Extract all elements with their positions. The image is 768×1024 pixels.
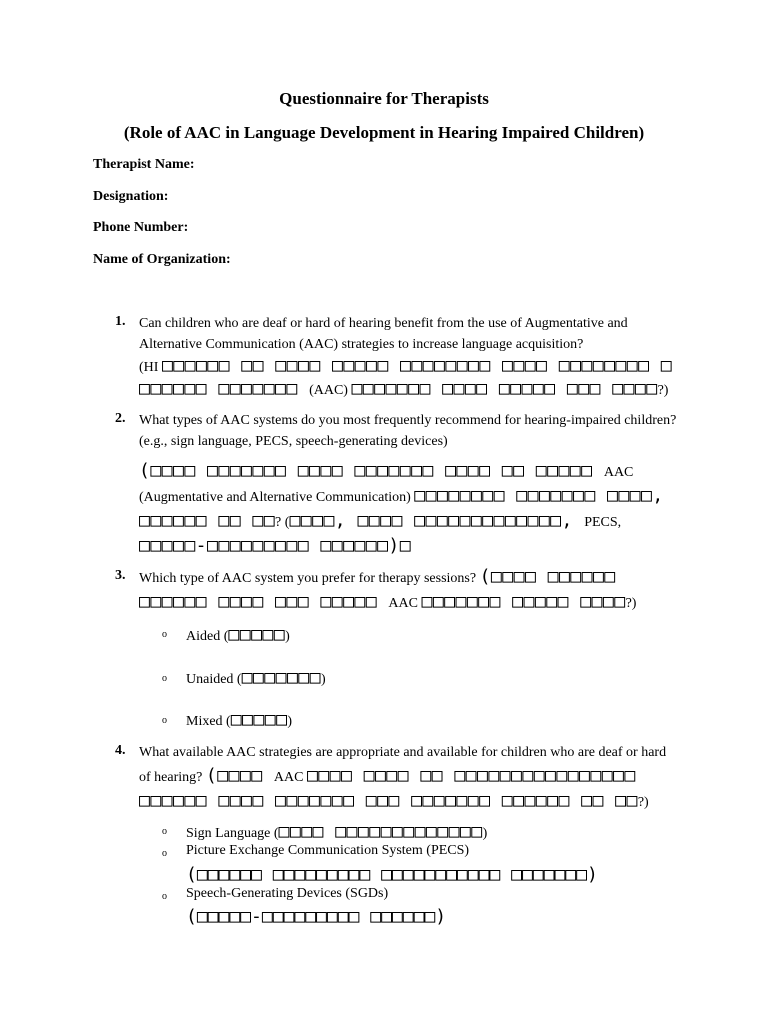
option-translation: □□□□□□□ [241,667,321,688]
question-translation: □□□□ □□□□ □□ □□□□□□□□□□□□□□□□ □□□□□□ □□□□ □□□□□□□ □□□ □□□□□□□ □□□□□□ □□ □□ [139,765,638,811]
option-label: Sign Language ( [186,826,279,841]
option-pecs: Picture Exchange Communication System (PECS) [186,843,470,858]
option-mixed [186,709,292,730]
question-translation: (□□□□ □□□□□□ □□□□□□ □□□□ □□□ □□□□□ [139,566,616,612]
question-translation-term: PECS, [584,515,622,530]
question-text: Can children who are deaf or hard of hearing benefit from the use of Augmentative and Alternative Communication (AAC) strategies to increase language acquisition? [139,316,628,352]
field-organization: Name of Organization: [93,252,231,267]
question-text: Which type of AAC system you prefer for therapy sessions? [139,571,480,586]
question-translation-term: AAC (Augmentative and Alternative Communication) [139,465,634,505]
option-label: Aided ( [186,629,229,644]
option-unaided [186,667,326,688]
question-text: What available AAC strategies are appropriate and available for children who are deaf or hard of hearing? [139,745,667,785]
question-translation: □□□□□□□ □□□□□ □□□□ [421,591,626,612]
option-close: ) [287,714,293,729]
field-phone-number: Phone Number: [93,220,189,235]
bullet-marker: o [162,891,167,902]
option-sgd-translation: (□□□□□-□□□□□□□□□ □□□□□□) [186,906,447,927]
bullet-marker: o [162,715,167,726]
question-translation-prefix: (HI [139,360,162,375]
question-translation-term: ? ( [275,515,290,530]
question-translation: (□□□□ □□□□□□□ □□□□ □□□□□□□ □□□□ □□ □□□□□ [139,460,604,481]
option-sgd: Speech-Generating Devices (SGDs) [186,886,389,901]
question-text: What types of AAC systems do you most frequently recommend for hearing-impaired children? (e.g., sign language, PECS, speech-generating devices) [139,413,677,449]
question-translation-term: AAC [273,770,307,785]
field-designation: Designation: [93,189,169,204]
option-translation: □□□□ □□□□□□□□□□□□□ [278,821,483,842]
document-title: Questionnaire for Therapists [279,89,489,108]
question-translation: □□□□□□ □□ □□□□ □□□□□ □□□□□□□□ □□□□ □□□□□□□□ □ □□□□□□ □□□□□□□ [139,355,673,399]
option-sign-language [186,821,487,842]
question-number: 3. [115,568,126,583]
question-translation: □□□□□□□□ □□□□□□□ □□□□, □□□□□□ □□ □□ [139,485,664,531]
question-2-translation [139,459,679,559]
field-therapist-name: Therapist Name: [93,157,195,172]
bullet-marker: o [162,826,167,837]
question-translation: □□□□□-□□□□□□□□□ □□□□□□)□ [139,535,412,556]
option-label: Unaided ( [186,672,242,687]
document-subtitle: (Role of AAC in Language Development in Hearing Impaired Children) [123,123,645,142]
option-translation: □□□□□ [230,709,288,730]
option-label: Mixed ( [186,714,231,729]
question-translation-suffix: ?) [657,383,669,398]
question-number: 2. [115,411,126,426]
question-3 [139,565,679,615]
option-close: ) [285,629,290,644]
question-1 [139,313,679,401]
question-4 [139,741,679,814]
question-translation-term: (AAC) [309,383,352,398]
bullet-marker: o [162,673,167,684]
question-translation-suffix: ?) [637,795,649,810]
option-pecs-translation: (□□□□□□ □□□□□□□□□ □□□□□□□□□□□ □□□□□□□) [186,864,598,885]
question-translation: (□□□□ [205,765,274,786]
option-close: ) [320,672,326,687]
bullet-marker: o [162,629,167,640]
option-translation: □□□□□ [228,624,286,645]
question-translation-suffix: ?) [625,596,637,611]
question-number: 1. [115,314,126,329]
question-number: 4. [115,743,126,758]
question-translation: □□□□□□□ □□□□ □□□□□ □□□ □□□□ [351,378,658,399]
question-translation-term: AAC [388,596,422,611]
question-2 [139,410,679,452]
bullet-marker: o [162,848,167,859]
option-close: ) [482,826,488,841]
option-aided [186,624,290,645]
question-translation: □□□□, □□□□ □□□□□□□□□□□□□, [289,510,585,531]
